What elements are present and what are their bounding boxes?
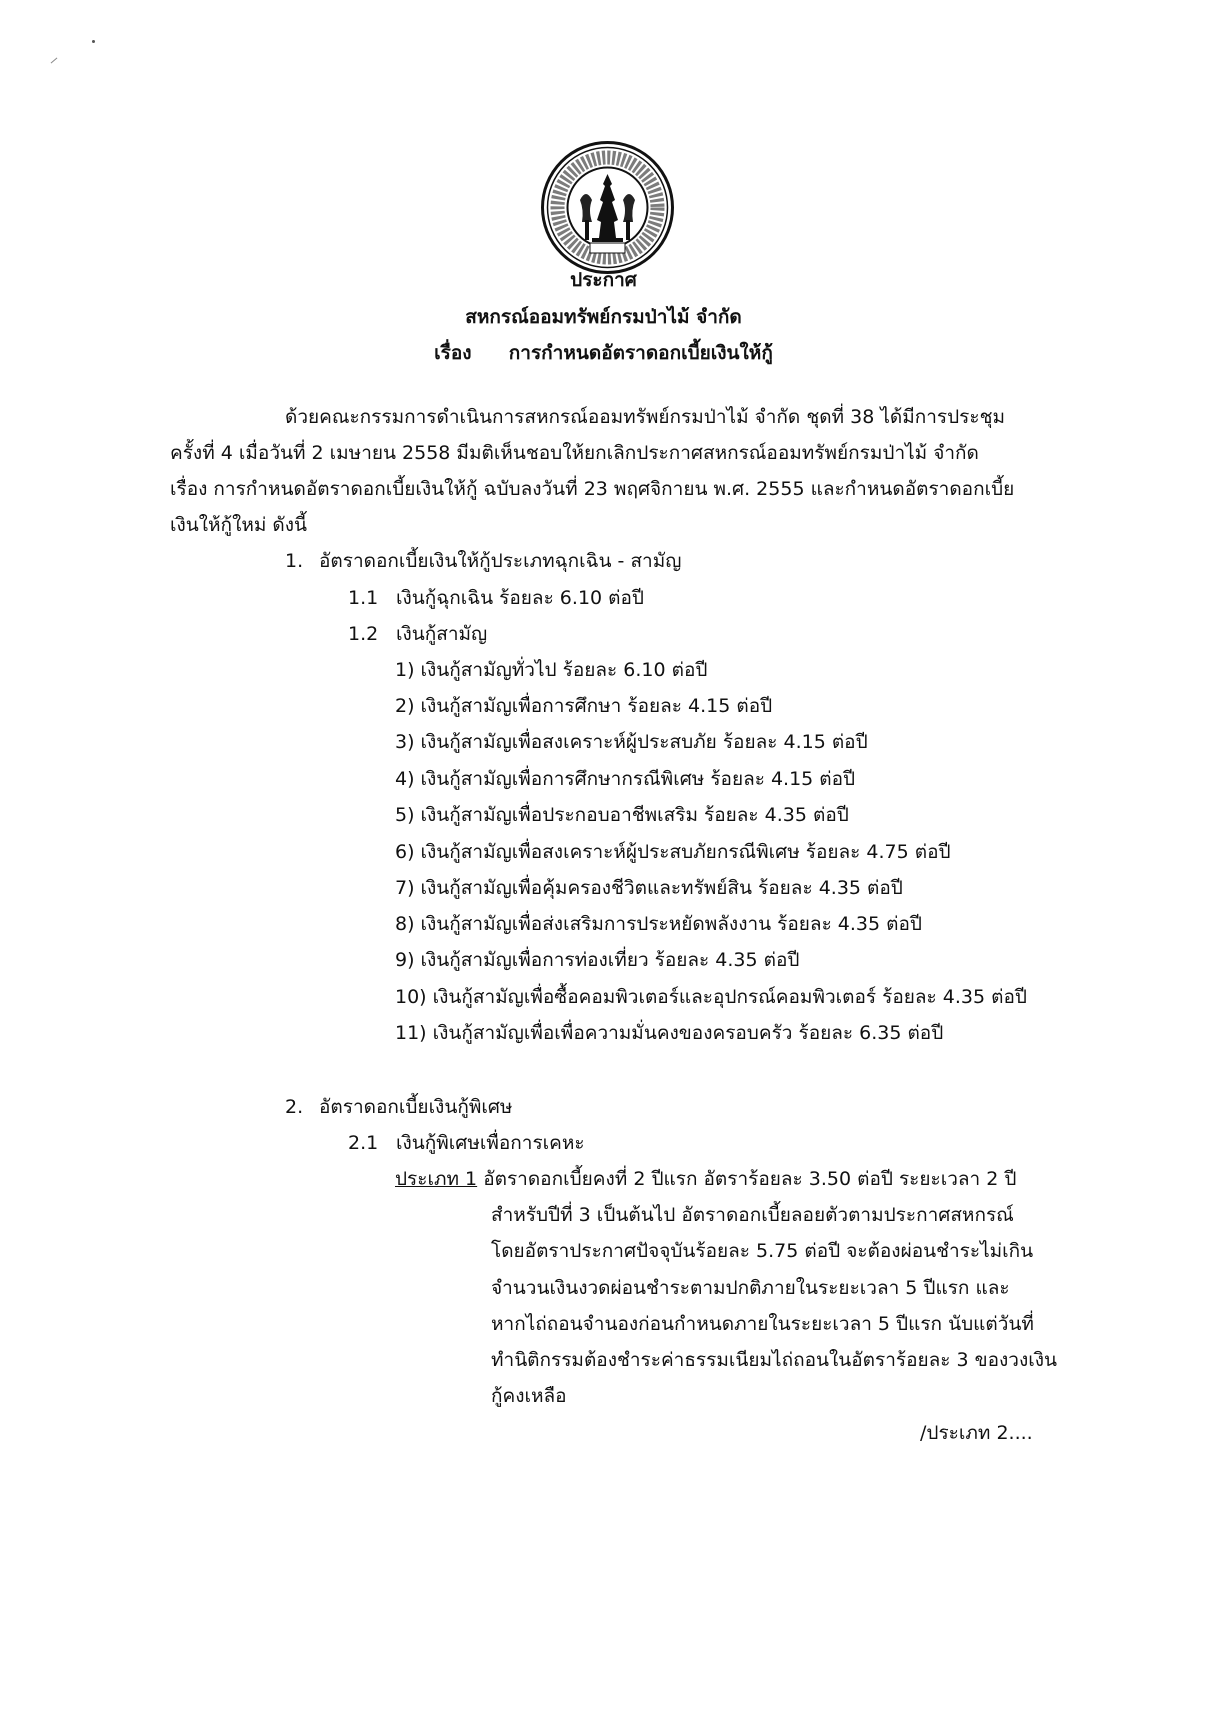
intro-line-2: ครั้งที่ 4 เมื่อวันที่ 2 เมษายน 2558 มีมติเห็นชอบให้ยกเลิกประกาศสหกรณ์ออมทรัพย์กรมป่าไม้ จำกัด bbox=[170, 442, 979, 464]
loan-rate-item: 3) เงินกู้สามัญเพื่อสงเคราะห์ผู้ประสบภัย ร้อยละ 4.15 ต่อปี bbox=[395, 731, 868, 753]
section-2-title: อัตราดอกเบี้ยเงินกู้พิเศษ bbox=[319, 1096, 513, 1118]
cooperative-seal-logo bbox=[540, 140, 675, 275]
announcement-heading: ประกาศ bbox=[570, 269, 637, 291]
section-2-number: 2. bbox=[285, 1096, 304, 1118]
section-2-heading bbox=[285, 1095, 512, 1119]
item-1-1-number: 1.1 bbox=[348, 587, 379, 609]
continuation-note: /ประเภท 2.... bbox=[920, 1422, 1033, 1444]
type-1-line: โดยอัตราประกาศปัจจุบันร้อยละ 5.75 ต่อปี จะต้องผ่อนชำระไม่เกิน bbox=[491, 1240, 1034, 1262]
type-1-line: จำนวนเงินงวดผ่อนชำระตามปกติภายในระยะเวลา 5 ปีแรก และ bbox=[491, 1277, 1010, 1299]
scan-speck bbox=[92, 40, 95, 43]
loan-rate-item: 2) เงินกู้สามัญเพื่อการศึกษา ร้อยละ 4.15 ต่อปี bbox=[395, 695, 773, 717]
loan-rate-item: 7) เงินกู้สามัญเพื่อคุ้มครองชีวิตและทรัพย์สิน ร้อยละ 4.35 ต่อปี bbox=[395, 877, 903, 899]
type-1-line: กู้คงเหลือ bbox=[491, 1385, 567, 1407]
loan-rate-item: 9) เงินกู้สามัญเพื่อการท่องเที่ยว ร้อยละ 4.35 ต่อปี bbox=[395, 949, 800, 971]
intro-line-3: เรื่อง การกำหนดอัตราดอกเบี้ยเงินให้กู้ ฉบับลงวันที่ 23 พฤศจิกายน พ.ศ. 2555 และกำหนดอัตราดอกเบี้ย bbox=[170, 478, 1015, 500]
section-1-heading bbox=[285, 549, 681, 573]
type-1-text: อัตราดอกเบี้ยคงที่ 2 ปีแรก อัตราร้อยละ 3.50 ต่อปี ระยะเวลา 2 ปี bbox=[483, 1168, 1017, 1190]
subject-text: การกำหนดอัตราดอกเบี้ยเงินให้กู้ bbox=[508, 342, 773, 364]
item-1-1 bbox=[348, 586, 644, 610]
section-1-number: 1. bbox=[285, 550, 304, 572]
type-1-line: หากไถ่ถอนจำนองก่อนกำหนดภายในระยะเวลา 5 ปีแรก นับแต่วันที่ bbox=[491, 1313, 1034, 1335]
item-1-2-number: 1.2 bbox=[348, 623, 379, 645]
section-1-title: อัตราดอกเบี้ยเงินให้กู้ประเภทฉุกเฉิน - สามัญ bbox=[319, 550, 682, 572]
type-1-line: สำหรับปีที่ 3 เป็นต้นไป อัตราดอกเบี้ยลอยตัวตามประกาศสหกรณ์ bbox=[491, 1204, 1014, 1226]
loan-rate-item: 1) เงินกู้สามัญทั่วไป ร้อยละ 6.10 ต่อปี bbox=[395, 659, 708, 681]
subject-label: เรื่อง bbox=[434, 342, 472, 364]
loan-rate-item: 4) เงินกู้สามัญเพื่อการศึกษากรณีพิเศษ ร้อยละ 4.15 ต่อปี bbox=[395, 768, 856, 790]
organization-name: สหกรณ์ออมทรัพย์กรมป่าไม้ จำกัด bbox=[465, 306, 742, 328]
item-2-1-number: 2.1 bbox=[348, 1132, 379, 1154]
scan-mark bbox=[51, 58, 58, 64]
loan-rate-item: 11) เงินกู้สามัญเพื่อเพื่อความมั่นคงของครอบครัว ร้อยละ 6.35 ต่อปี bbox=[395, 1022, 944, 1044]
intro-line-1: ด้วยคณะกรรมการดำเนินการสหกรณ์ออมทรัพย์กรมป่าไม้ จำกัด ชุดที่ 38 ได้มีการประชุม bbox=[285, 406, 1006, 428]
intro-line-4: เงินให้กู้ใหม่ ดังนี้ bbox=[170, 514, 308, 536]
item-1-1-text: เงินกู้ฉุกเฉิน ร้อยละ 6.10 ต่อปี bbox=[396, 587, 644, 609]
loan-rate-item: 6) เงินกู้สามัญเพื่อสงเคราะห์ผู้ประสบภัยกรณีพิเศษ ร้อยละ 4.75 ต่อปี bbox=[395, 841, 951, 863]
loan-rate-item: 10) เงินกู้สามัญเพื่อซื้อคอมพิวเตอร์และอุปกรณ์คอมพิวเตอร์ ร้อยละ 4.35 ต่อปี bbox=[395, 986, 1027, 1008]
item-2-1-text: เงินกู้พิเศษเพื่อการเคหะ bbox=[396, 1132, 585, 1154]
item-1-2-text: เงินกู้สามัญ bbox=[396, 623, 488, 645]
type-1-first-line bbox=[395, 1167, 1016, 1191]
loan-rate-item: 8) เงินกู้สามัญเพื่อส่งเสริมการประหยัดพลังงาน ร้อยละ 4.35 ต่อปี bbox=[395, 913, 922, 935]
item-2-1 bbox=[348, 1131, 585, 1155]
item-1-2 bbox=[348, 622, 487, 646]
type-1-line: ทำนิติกรรมต้องชำระค่าธรรมเนียมไถ่ถอนในอัตราร้อยละ 3 ของวงเงิน bbox=[491, 1349, 1058, 1371]
loan-rate-item: 5) เงินกู้สามัญเพื่อประกอบอาชีพเสริม ร้อยละ 4.35 ต่อปี bbox=[395, 804, 849, 826]
type-1-label: ประเภท 1 bbox=[395, 1168, 478, 1190]
subject-line bbox=[0, 341, 1207, 365]
